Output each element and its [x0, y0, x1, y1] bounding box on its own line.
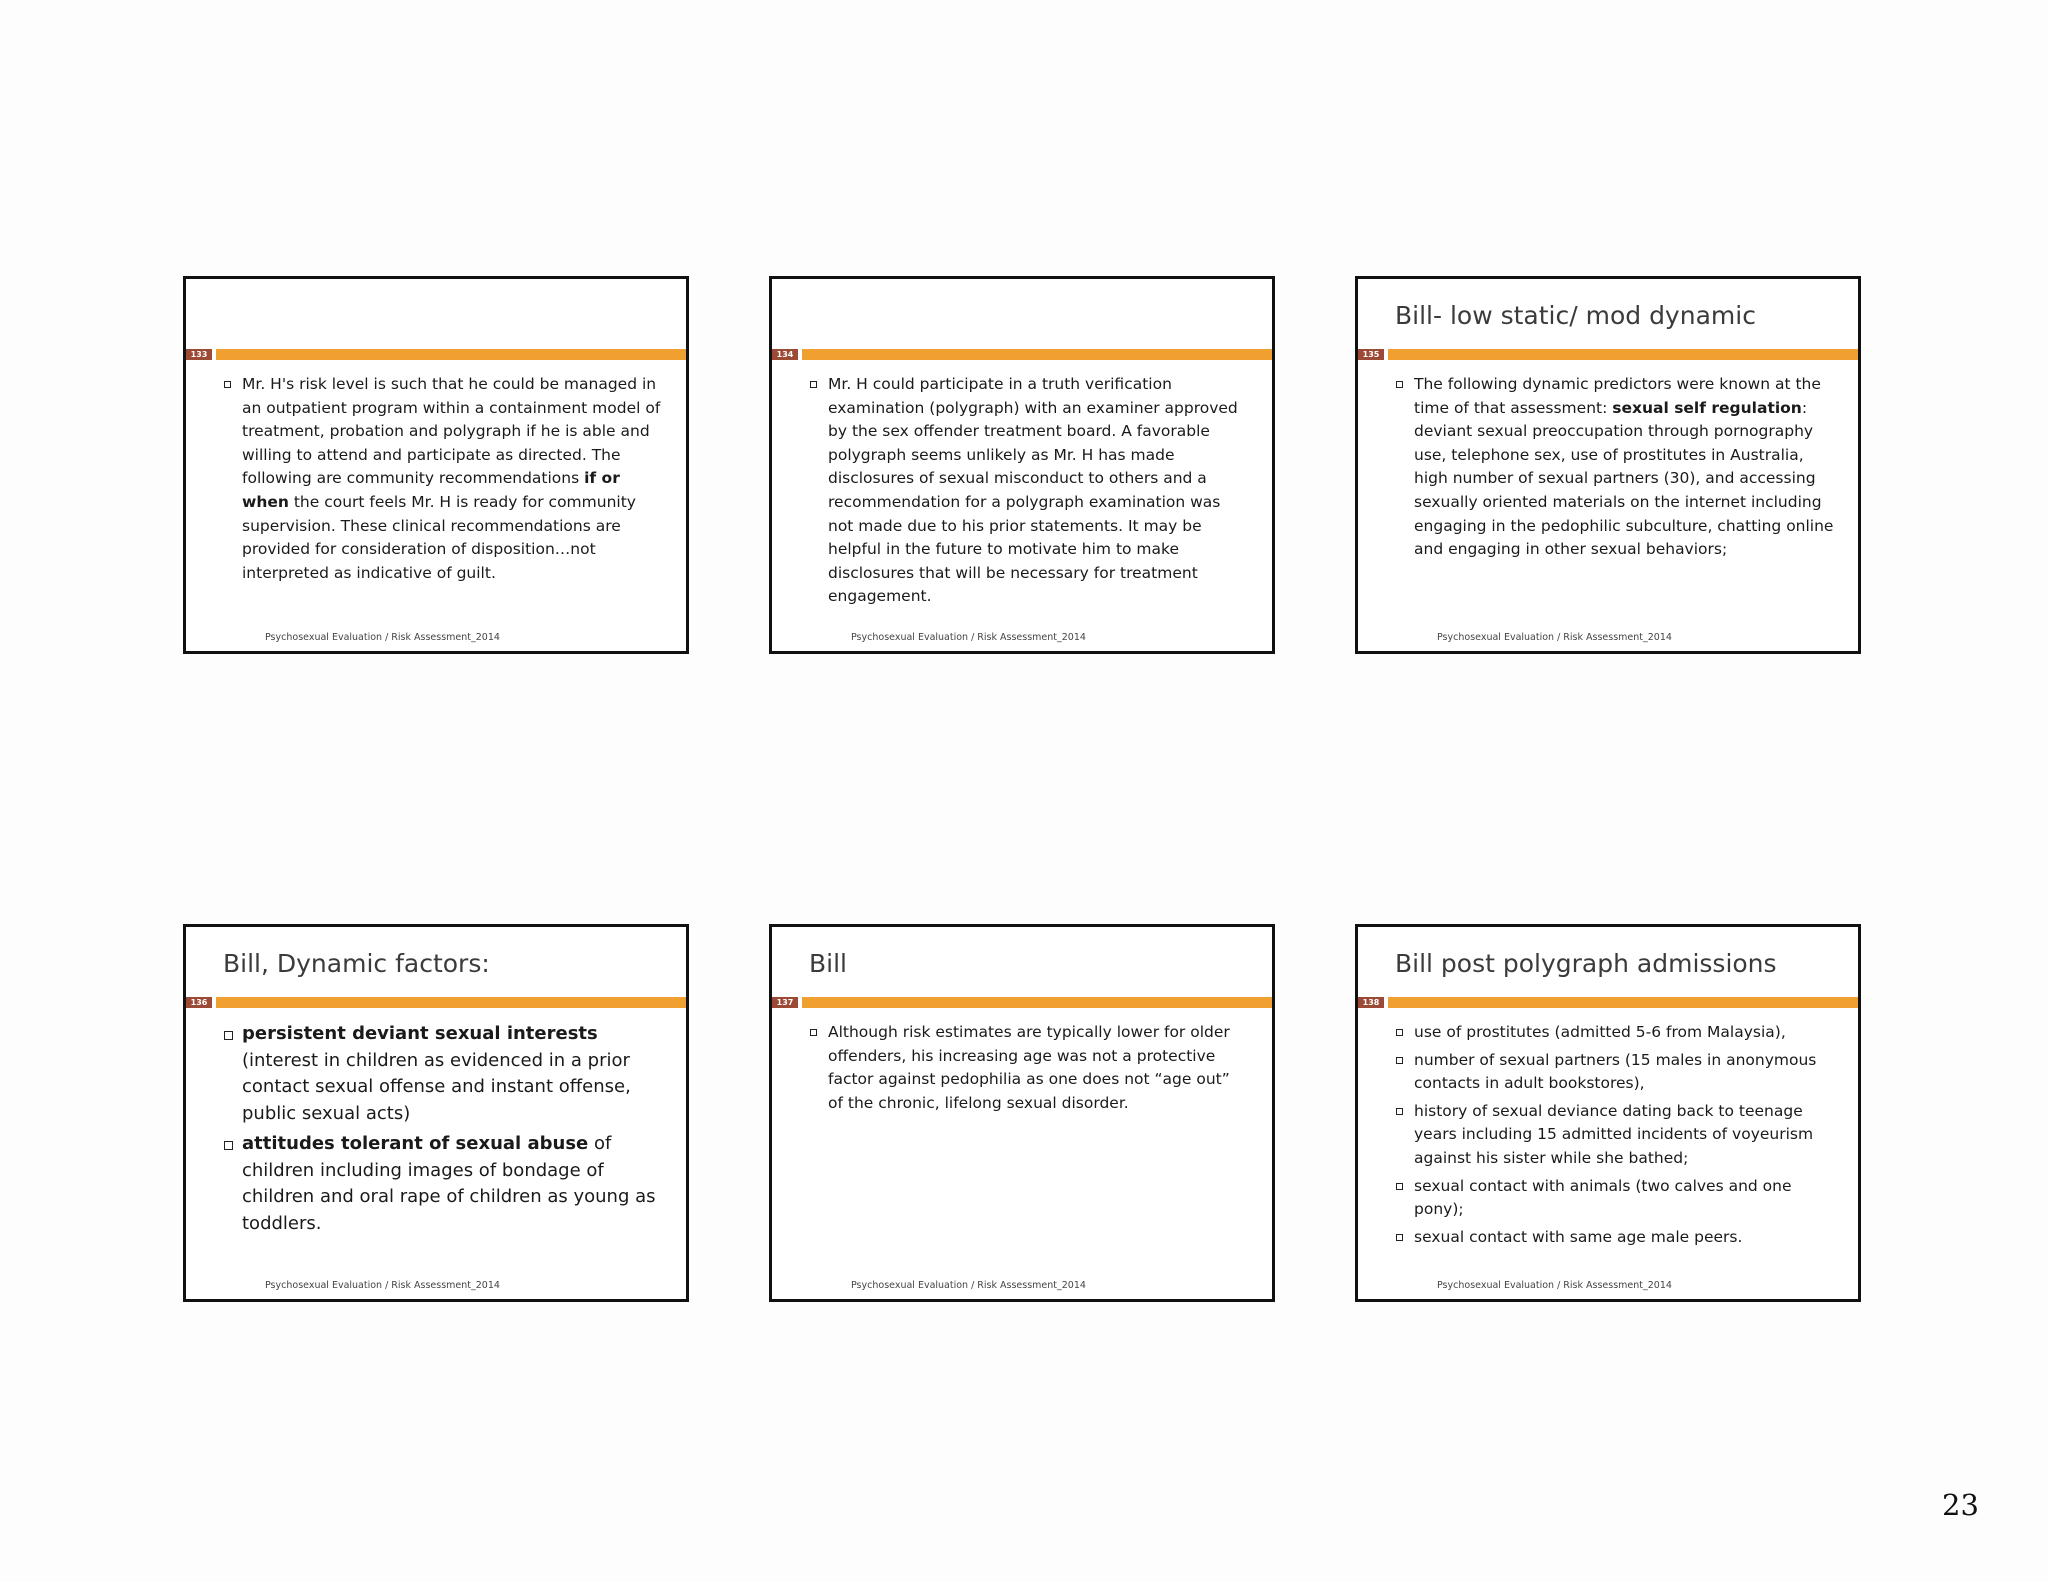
bullet-item — [224, 373, 662, 585]
square-bullet-icon — [1396, 1234, 1403, 1241]
bullet-item — [810, 1021, 1248, 1115]
bullet-text: history of sexual deviance dating back to teenage years including 15 admitted incidents of voyeurism against his sister while she bathed; — [1414, 1101, 1814, 1167]
square-bullet-icon — [224, 1031, 233, 1040]
bullet-list — [224, 373, 662, 589]
bullet-text: (interest in children as evidenced in a prior contact sexual offense and instant offense, public sexual acts) — [242, 1049, 631, 1124]
slide-footer: Psychosexual Evaluation / Risk Assessment_2014 — [265, 1280, 500, 1291]
slide-138 — [1355, 924, 1861, 1302]
accent-bar — [802, 349, 1272, 360]
bullet-text: sexual contact with same age male peers. — [1414, 1227, 1743, 1246]
slide-title: Bill post polygraph admissions — [1395, 949, 1777, 978]
square-bullet-icon — [224, 381, 231, 388]
bullet-item — [1396, 1021, 1834, 1045]
slide-number-tag: 136 — [186, 997, 212, 1008]
bullet-text: use of prostitutes (admitted 5-6 from Malaysia), — [1414, 1023, 1786, 1041]
bullet-item — [1396, 1226, 1834, 1250]
bold-text: if or when — [242, 469, 620, 511]
bullet-list — [1396, 1021, 1834, 1253]
accent-bar — [216, 349, 686, 360]
square-bullet-icon — [1396, 1029, 1403, 1036]
slide-133 — [183, 276, 689, 654]
bullet-item — [224, 1021, 662, 1127]
bullet-text: sexual contact with animals (two calves and one pony); — [1414, 1176, 1792, 1219]
bullet-text: of children including images of bondage of children and oral rape of children as young as toddlers. — [242, 1133, 656, 1234]
bullet-text: the court feels Mr. H is ready for community supervision. These clinical recommendations are provided for consideration of disposition…not interpreted as indicative of guilt. — [242, 492, 636, 582]
bold-text: attitudes tolerant of sexual abuse — [242, 1133, 589, 1154]
bullet-item — [1396, 373, 1834, 562]
bullet-item — [1396, 1049, 1834, 1096]
bold-text: persistent deviant sexual interests — [242, 1023, 598, 1044]
page-number: 23 — [1942, 1488, 1979, 1522]
bullet-list — [224, 1021, 662, 1241]
slide-footer: Psychosexual Evaluation / Risk Assessment_2014 — [265, 632, 500, 643]
slide-footer: Psychosexual Evaluation / Risk Assessment_2014 — [1437, 1280, 1672, 1291]
slide-title: Bill- low static/ mod dynamic — [1395, 301, 1756, 330]
square-bullet-icon — [1396, 1183, 1403, 1190]
slide-number-tag: 138 — [1358, 997, 1384, 1008]
square-bullet-icon — [224, 1141, 233, 1150]
slide-footer: Psychosexual Evaluation / Risk Assessment_2014 — [851, 632, 1086, 643]
square-bullet-icon — [1396, 1108, 1403, 1115]
slide-number-tag: 135 — [1358, 349, 1384, 360]
bullet-item — [810, 373, 1248, 609]
slide-137 — [769, 924, 1275, 1302]
bullet-item — [224, 1131, 662, 1237]
accent-bar — [216, 997, 686, 1008]
bullet-item — [1396, 1100, 1834, 1171]
slide-title: Bill, Dynamic factors: — [223, 949, 490, 978]
accent-bar — [802, 997, 1272, 1008]
slide-134 — [769, 276, 1275, 654]
square-bullet-icon — [1396, 1057, 1403, 1064]
accent-bar — [1388, 997, 1858, 1008]
bullet-list — [810, 1021, 1248, 1119]
accent-bar — [1388, 349, 1858, 360]
slide-title: Bill — [809, 949, 847, 978]
bullet-text: Although risk estimates are typically lower for older offenders, his increasing age was not a protective factor against pedophilia as one does not “age out” of the chronic, lifelong sexual disorder. — [828, 1023, 1230, 1112]
square-bullet-icon — [1396, 381, 1403, 388]
slide-footer: Psychosexual Evaluation / Risk Assessment_2014 — [1437, 632, 1672, 643]
bullet-text: Mr. H's risk level is such that he could be managed in an outpatient program within a containment model of treatment, probation and polygraph if he is able and willing to attend and participate as directed. The following are community recommendations — [242, 375, 661, 488]
slide-number-tag: 133 — [186, 349, 212, 360]
bullet-text: The following dynamic predictors were known at the time of that assessment: — [1414, 375, 1821, 417]
slide-136 — [183, 924, 689, 1302]
bullet-list — [810, 373, 1248, 613]
slide-number-tag: 134 — [772, 349, 798, 360]
bullet-list — [1396, 373, 1834, 566]
slide-135 — [1355, 276, 1861, 654]
square-bullet-icon — [810, 381, 817, 388]
bullet-item — [1396, 1175, 1834, 1222]
bullet-text: number of sexual partners (15 males in anonymous contacts in adult bookstores), — [1414, 1050, 1817, 1093]
bullet-text: : deviant sexual preoccupation through pornography use, telephone sex, use of prostitutes in Australia, high number of sexual partners (30), and accessing sexually oriented materials on the internet including engaging in the pedophilic subculture, chatting online and engaging in other sexual behaviors; — [1414, 398, 1834, 559]
slide-footer: Psychosexual Evaluation / Risk Assessment_2014 — [851, 1280, 1086, 1291]
square-bullet-icon — [810, 1029, 817, 1036]
bold-text: sexual self regulation — [1612, 398, 1802, 417]
bullet-text: Mr. H could participate in a truth verification examination (polygraph) with an examiner approved by the sex offender treatment board. A favorable polygraph seems unlikely as Mr. H has made disclosures of sexual misconduct to others and a recommendation for a polygraph examination was not made due to his prior statements. It may be helpful in the future to motivate him to make disclosures that will be necessary for treatment engagement. — [828, 375, 1238, 606]
slide-number-tag: 137 — [772, 997, 798, 1008]
